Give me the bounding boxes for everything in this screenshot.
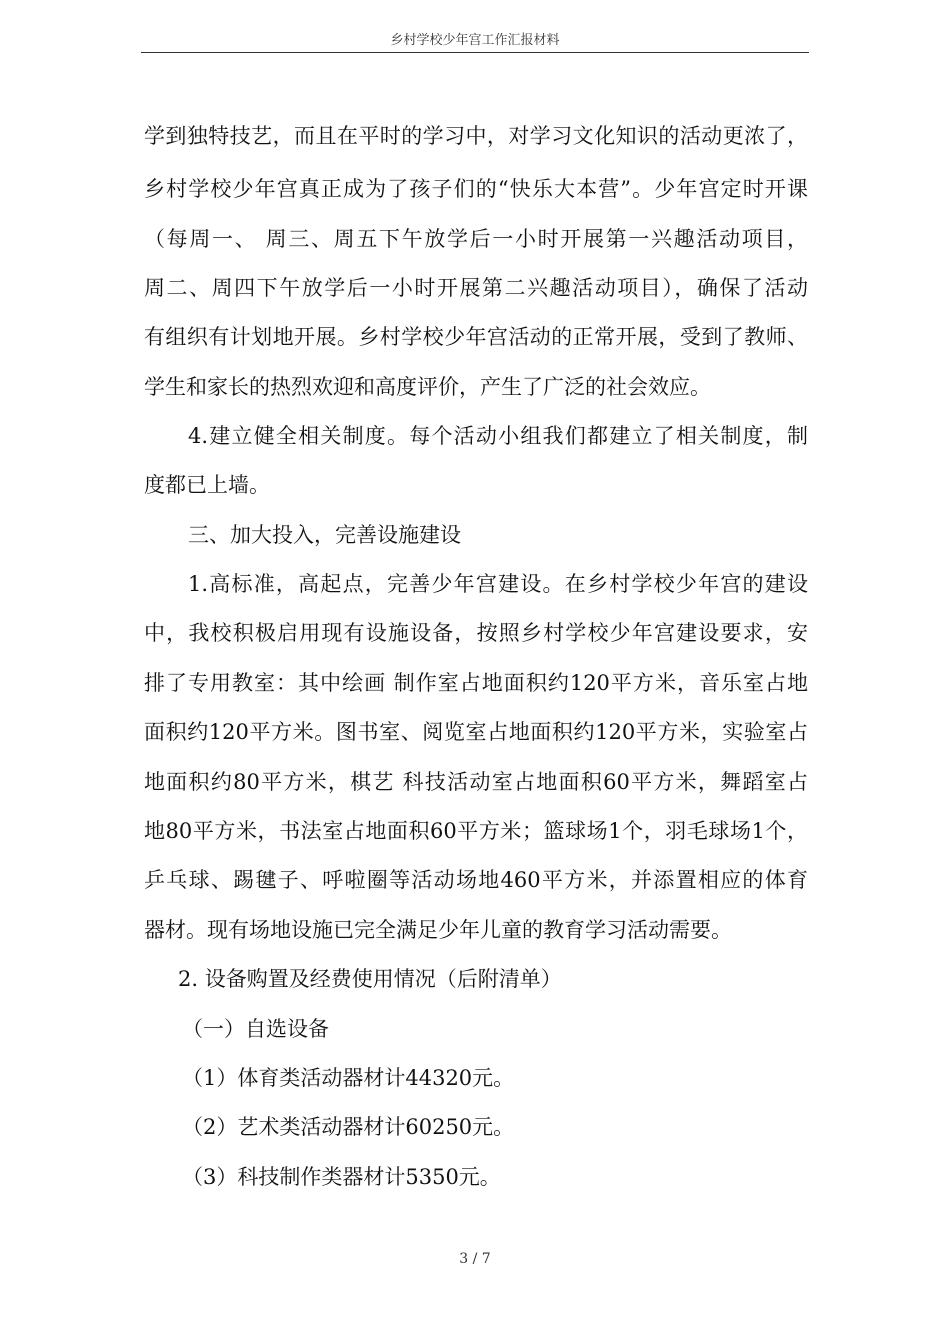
paragraph-line: 乡村学校少年宫真正成为了孩子们的“快乐大本营”。少年宫定时开课 [144, 177, 808, 201]
paragraph-line: 地面积约80平方米，棋艺 科技活动室占地面积60平方米，舞蹈室占 [144, 770, 808, 794]
subsection-heading: （一）自选设备 [182, 1017, 329, 1041]
paragraph-line: 乒乓球、踢毽子、呼啦圈等活动场地460平方米，并添置相应的体育 [144, 868, 808, 892]
paragraph-line: 器材。现有场地设施已完全满足少年儿童的教育学习活动需要。 [144, 918, 732, 942]
section-heading: 三、加大投入，完善设施建设 [188, 523, 461, 547]
subsection-heading: 2. 设备购置及经费使用情况（后附清单） [178, 967, 562, 991]
paragraph-line: 中，我校积极启用现有设施设备，按照乡村学校少年宫建设要求，安 [144, 621, 808, 645]
paragraph-line: 度都已上墙。 [144, 473, 270, 497]
paragraph-line: （每周一、 周三、周五下午放学后一小时开展第一兴趣活动项目， [144, 227, 808, 251]
paragraph-line: 有组织有计划地开展。乡村学校少年宫活动的正常开展，受到了教师、 [144, 325, 808, 349]
paragraph-line: 学到独特技艺，而且在平时的学习中，对学习文化知识的活动更浓了， [144, 124, 808, 148]
paragraph-line: 面积约120平方米。图书室、阅览室占地面积约120平方米，实验室占 [144, 720, 808, 744]
paragraph-line: 周二、周四下午放学后一小时开展第二兴趣活动项目），确保了活动 [144, 276, 808, 300]
page-number: 3 / 7 [459, 1251, 491, 1267]
page-header: 乡村学校少年宫工作汇报材料 [390, 33, 560, 48]
paragraph-line: 地80平方米，书法室占地面积60平方米；篮球场1个，羽毛球场1个， [144, 819, 808, 843]
header-divider [141, 52, 809, 53]
list-item: （2）艺术类活动器材计60250元。 [182, 1115, 515, 1139]
paragraph-line: 1.高标准，高起点，完善少年宫建设。在乡村学校少年宫的建设 [188, 572, 808, 596]
paragraph-line: 4.建立健全相关制度。每个活动小组我们都建立了相关制度，制 [188, 424, 808, 448]
list-item: （1）体育类活动器材计44320元。 [182, 1066, 515, 1090]
paragraph-line: 排了专用教室：其中绘画 制作室占地面积约120平方米，音乐室占地 [144, 671, 808, 695]
list-item: （3）科技制作类器材计5350元。 [182, 1165, 501, 1189]
paragraph-line: 学生和家长的热烈欢迎和高度评价，产生了广泛的社会效应。 [144, 375, 711, 399]
